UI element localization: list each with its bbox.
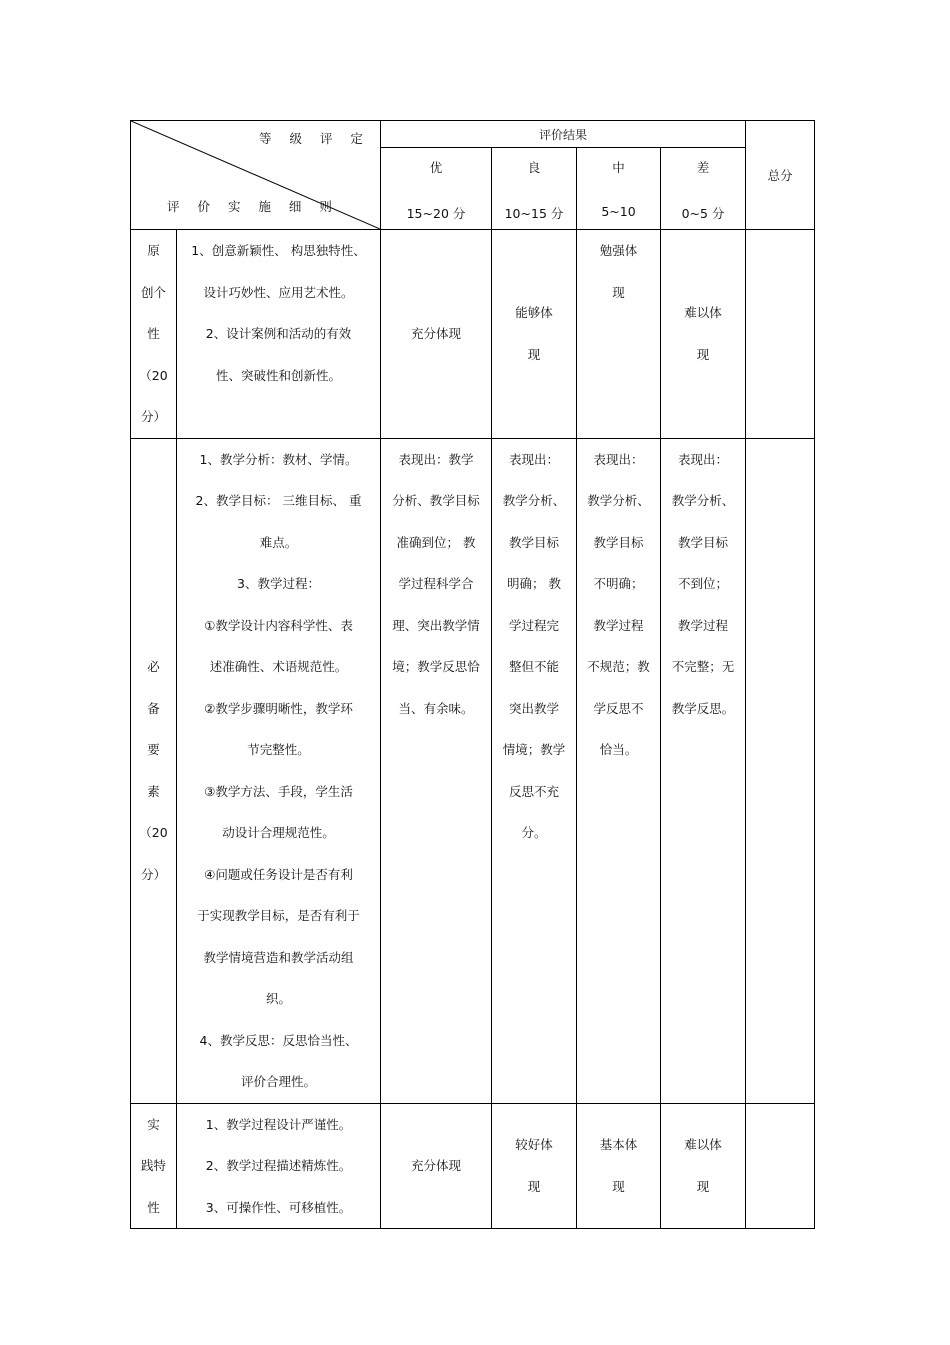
category-text: 践特: [140, 1158, 166, 1173]
level-cell-medium: [577, 230, 661, 439]
level-text: 教学目标: [678, 534, 729, 550]
diagonal-header-cell: [131, 121, 381, 230]
level-text: 突出教学: [508, 700, 559, 716]
level-cell-poor: [661, 230, 746, 439]
criteria-cell: [177, 1103, 381, 1229]
criteria-text: 3、可操作性、可移植性。: [205, 1199, 352, 1215]
criteria-text: 设计巧妙性、应用艺术性。: [203, 284, 354, 300]
level-text: 现: [612, 284, 625, 300]
level-text: 表现出：: [593, 451, 644, 467]
level-text: 教学反思。: [671, 700, 735, 716]
grade-range: 15~20 分: [406, 206, 466, 222]
criteria-text: 2、教学过程描述精炼性。: [205, 1158, 352, 1173]
level-text: 理、突出教学情: [392, 617, 480, 633]
level-text: 不明确；: [593, 576, 644, 591]
criteria-text: ③教学方法、手段，学生活: [204, 783, 353, 799]
level-text: 教学过程: [678, 617, 729, 633]
criteria-cell: [177, 438, 381, 1103]
level-text: 不完整；无: [671, 659, 735, 674]
category-text: 要: [147, 742, 160, 757]
total-score-cell: [746, 230, 815, 439]
grade-name: 优: [429, 160, 443, 176]
criteria-text: 1、创意新颖性、 构思独特性、: [191, 243, 366, 258]
criteria-text: 动设计合理规范性。: [222, 825, 335, 840]
category-cell: [131, 1103, 177, 1229]
level-text: 分析、教学目标: [392, 493, 480, 508]
category-text: 素: [147, 783, 160, 799]
criteria-text: ④问题或任务设计是否有利: [204, 866, 353, 882]
level-cell-excellent: [381, 438, 492, 1103]
level-text: 教学目标: [593, 534, 644, 550]
criteria-text: ②教学步骤明晰性，教学环: [204, 700, 353, 716]
level-cell-excellent: [381, 230, 492, 439]
criteria-text: 3、教学过程：: [237, 576, 320, 591]
level-text: 教学过程: [593, 617, 644, 633]
level-text: 准确到位； 教: [396, 534, 476, 550]
grade-range: 10~15 分: [504, 206, 564, 222]
criteria-text: 1、教学过程设计严谨性。: [205, 1116, 352, 1132]
level-text: 教学目标: [508, 534, 559, 550]
level-cell-poor: [661, 438, 746, 1103]
table-row: [131, 230, 815, 439]
total-header-cell: [746, 121, 815, 230]
result-title-cell: [381, 121, 746, 148]
category-cell: [131, 438, 177, 1103]
category-text: 分）: [140, 866, 166, 882]
grade-header-excellent: [381, 148, 492, 230]
level-text: 明确； 教: [507, 576, 561, 591]
level-text: 学过程科学合: [398, 576, 474, 591]
criteria-cell: [177, 230, 381, 439]
category-text: 性: [147, 326, 160, 341]
level-text: 情境；教学: [502, 742, 566, 757]
grade-name: 良: [527, 160, 541, 176]
criteria-text: 节完整性。: [247, 742, 310, 757]
criteria-text: 于实现教学目标，是否有利于: [197, 908, 360, 923]
criteria-text: 1、教学分析：教材、学情。: [199, 451, 358, 467]
category-cell: [131, 230, 177, 439]
level-text: 基本体: [599, 1137, 638, 1153]
level-text: 境；教学反思恰: [392, 659, 480, 674]
result-title: 评价结果: [539, 127, 588, 142]
total-score-cell: [746, 438, 815, 1103]
level-text: 学反思不: [593, 700, 644, 716]
level-text: 不到位；: [678, 576, 729, 591]
category-text: （20: [139, 367, 168, 383]
level-text: 较好体: [515, 1137, 553, 1153]
category-text: 性: [147, 1199, 160, 1215]
category-text: （20: [139, 825, 168, 840]
criteria-text: 2、设计案例和活动的有效: [205, 326, 352, 341]
grade-header-poor: [661, 148, 746, 230]
grade-rating-label: 等 级 评 定: [259, 131, 370, 146]
table-row: [131, 438, 815, 1103]
level-text: 现: [696, 1178, 710, 1194]
criteria-text: 难点。: [259, 534, 298, 550]
level-text: 教学分析、: [671, 493, 735, 508]
level-text: 学过程完: [508, 617, 559, 633]
grade-name: 差: [696, 160, 710, 176]
criteria-text: ①教学设计内容科学性、表: [204, 617, 353, 633]
category-text: 备: [147, 700, 160, 716]
grade-header-good: [492, 148, 577, 230]
level-text: 能够体: [515, 305, 553, 321]
criteria-text: 织。: [265, 991, 291, 1006]
criteria-text: 性、突破性和创新性。: [215, 367, 341, 383]
level-text: 整但不能: [508, 659, 559, 674]
level-text: 反思不充: [508, 783, 559, 799]
level-text: 难以体: [684, 1137, 722, 1153]
criteria-text: 教学情境营造和教学活动组: [203, 949, 354, 965]
level-text: 现: [612, 1178, 625, 1194]
level-cell-good: [492, 1103, 577, 1229]
level-text: 不规范；教: [587, 659, 650, 674]
category-text: 创个: [140, 284, 166, 300]
level-text: 教学分析、: [587, 493, 650, 508]
level-text: 表现出：: [508, 451, 559, 467]
criteria-text: 2、教学目标： 三维目标、 重: [195, 493, 362, 508]
criteria-text: 评价合理性。: [240, 1074, 316, 1089]
level-text: 勉强体: [599, 243, 638, 258]
category-text: 原: [147, 243, 160, 258]
level-text: 现: [527, 1178, 541, 1194]
table-row: [131, 1103, 815, 1229]
grade-name: 中: [612, 160, 625, 176]
level-text: 充分体现: [410, 1158, 461, 1173]
level-cell-poor: [661, 1103, 746, 1229]
level-text: 恰当。: [599, 742, 638, 757]
criteria-text: 4、教学反思：反思恰当性、: [199, 1032, 358, 1048]
total-score-cell: [746, 1103, 815, 1229]
level-text: 分。: [521, 825, 547, 840]
grade-header-medium: [577, 148, 661, 230]
level-text: 表现出：教学: [398, 451, 474, 467]
level-cell-medium: [577, 438, 661, 1103]
total-label: 总分: [767, 168, 793, 183]
level-text: 当、有余味。: [398, 700, 474, 716]
grade-range: 5~10: [601, 204, 636, 220]
level-cell-excellent: [381, 1103, 492, 1229]
level-text: 表现出：: [678, 451, 729, 467]
level-cell-good: [492, 230, 577, 439]
level-text: 充分体现: [410, 326, 461, 341]
level-text: 教学分析、: [502, 493, 566, 508]
level-text: 现: [696, 346, 710, 362]
evaluation-rubric-table: [130, 120, 815, 1229]
level-text: 现: [527, 346, 541, 362]
grade-range: 0~5 分: [681, 206, 725, 222]
evaluation-detail-label: 评 价 实 施 细 则: [167, 199, 339, 214]
category-text: 分）: [140, 409, 166, 424]
level-cell-good: [492, 438, 577, 1103]
category-text: 实: [147, 1116, 160, 1132]
level-cell-medium: [577, 1103, 661, 1229]
level-text: 难以体: [684, 305, 722, 321]
category-text: 必: [147, 659, 160, 674]
criteria-text: 述准确性、术语规范性。: [209, 659, 348, 674]
